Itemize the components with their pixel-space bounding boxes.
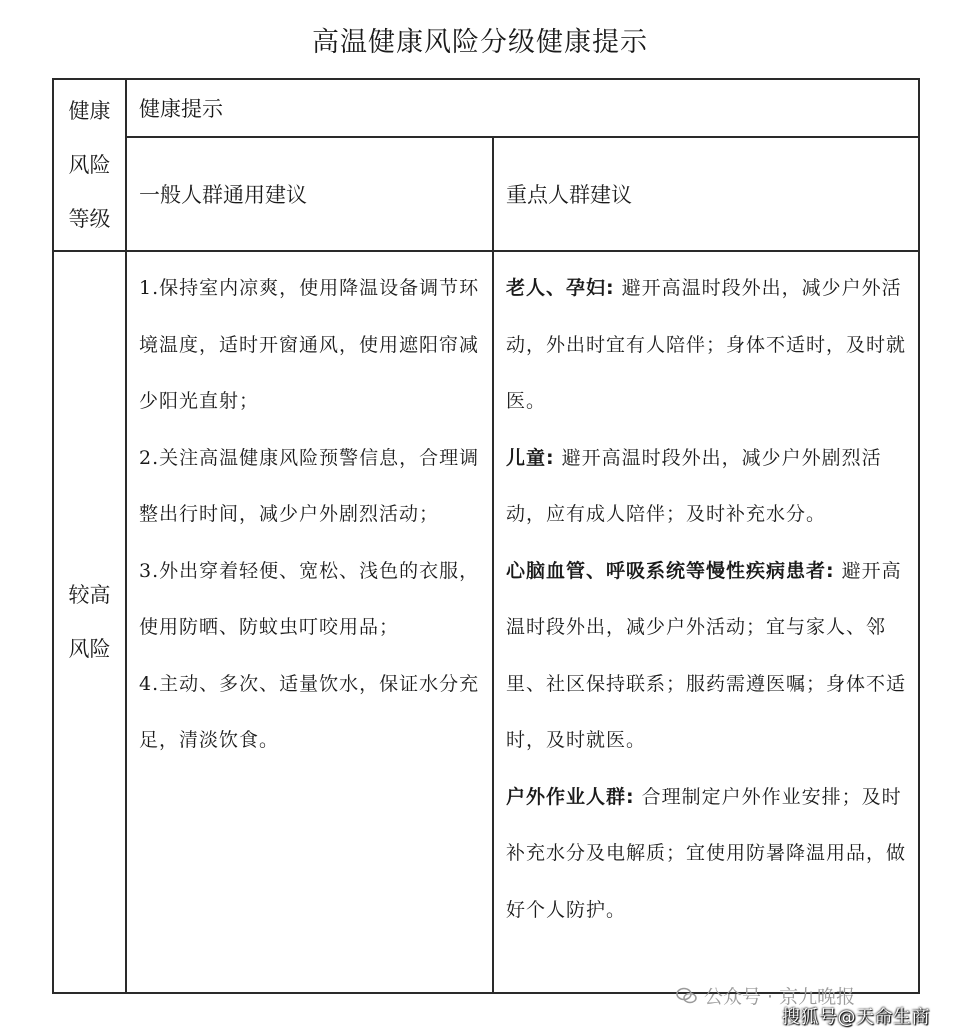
group-label: 儿童:: [506, 446, 555, 469]
general-advice-item-2: 2.关注高温健康风险预警信息，合理调整出行时间，减少户外剧烈活动；: [139, 446, 480, 525]
risk-level-header-line-1: 健康: [68, 99, 111, 123]
key-advice-children: [506, 430, 908, 543]
key-advice-outdoor-workers: [506, 769, 908, 939]
key-advice-chronic-patients: [506, 543, 908, 769]
risk-level-header-line-2: 风险: [68, 153, 111, 177]
risk-level-line-2: 风险: [68, 637, 111, 661]
wechat-watermark-text: 公众号 · 京九晚报: [704, 986, 856, 1008]
key-population-header: 重点人群建议: [493, 137, 919, 251]
document-title: 高温健康风险分级健康提示: [312, 27, 648, 58]
key-advice-elderly-pregnant: [506, 260, 908, 430]
group-advice: 避开高温时段外出，减少户外活动；宜与家人、邻里、社区保持联系；服药需遵医嘱；身体不适时，及时就医。: [506, 559, 907, 751]
general-advice-item-4: 4.主动、多次、适量饮水，保证水分充足，清淡饮食。: [139, 672, 480, 751]
key-advice-cell: [493, 251, 919, 993]
risk-level-line-1: 较高: [68, 583, 111, 607]
risk-level-header: [53, 79, 126, 251]
general-population-header: 一般人群通用建议: [126, 137, 493, 251]
group-label: 户外作业人群:: [506, 785, 635, 808]
general-advice-cell: [126, 251, 493, 993]
risk-level-header-line-3: 等级: [68, 207, 111, 231]
health-tips-table: [52, 78, 920, 994]
wechat-icon: [676, 987, 698, 1005]
health-tips-header: 健康提示: [126, 79, 919, 137]
group-advice: 避开高温时段外出，减少户外活动，外出时宜有人陪伴；身体不适时，及时就医。: [506, 277, 907, 412]
group-label: 心脑血管、呼吸系统等慢性疾病患者:: [506, 559, 835, 582]
group-label: 老人、孕妇:: [506, 277, 615, 299]
group-advice: 合理制定户外作业安排；及时补充水分及电解质；宜使用防暑降温用品，做好个人防护。: [506, 785, 907, 921]
sohu-watermark: 搜狐号@天命生商: [782, 1007, 930, 1028]
group-advice: 避开高温时段外出，减少户外剧烈活动，应有成人陪伴；及时补充水分。: [506, 446, 882, 525]
general-advice-item-1: 1.保持室内凉爽，使用降温设备调节环境温度，适时开窗通风，使用遮阳帘减少阳光直射；: [139, 277, 480, 412]
general-advice-item-3: 3.外出穿着轻便、宽松、浅色的衣服，使用防晒、防蚊虫叮咬用品；: [139, 559, 480, 638]
risk-level-cell: [53, 251, 126, 993]
